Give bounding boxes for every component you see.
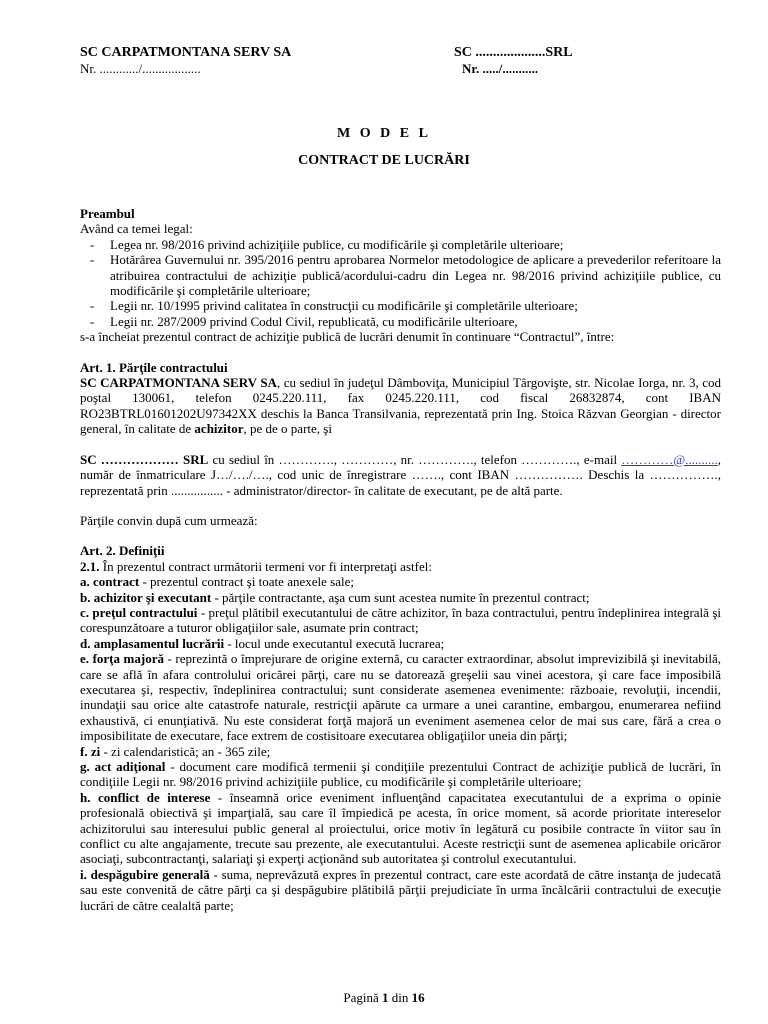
definition-text: - document care modifică termenii şi condiţiile prezentului Contract de achiziţie publică de lucrări, în condiţiile Legii nr. 98/2016 privind achiziţiile publice, cu modificările şi completările ulterioare; (80, 759, 721, 790)
party2-paragraph (80, 452, 721, 498)
definition-item (80, 759, 721, 790)
art2-intro (80, 559, 721, 574)
definition-item (80, 790, 721, 867)
definition-term: e. forţa majoră (80, 651, 164, 667)
preambul-section (80, 206, 721, 345)
footer-prefix: Pagină (343, 990, 382, 1005)
definition-text: - preţul plătibil executantului de către achizitor, în baza contractului, pentru îndeplinirea integrală şi corespunzătoare a tuturor obligaţiilor sale, asumate prin contract; (80, 604, 722, 636)
definition-item (80, 590, 721, 605)
party2-name: SC ……………… SRL (80, 451, 209, 467)
footer-page-number: 1 (382, 990, 389, 1005)
preambul-intro: Având ca temei legal: (80, 221, 193, 237)
definition-text: - părţile contractante, aşa cum sunt acestea numite în prezentul contract; (211, 589, 590, 605)
party2-details-1: cu sediul în …………., …………, nr. …………., telefon …………., e-mail (208, 451, 622, 467)
definition-term: h. conflict de interese (80, 789, 211, 805)
party1-end: , pe de o parte, şi (243, 421, 332, 437)
definition-term: c. preţul contractului (80, 604, 198, 620)
header-right (454, 44, 573, 77)
definition-term: g. act adiţional (80, 759, 166, 774)
footer-total-pages: 16 (411, 990, 425, 1005)
art2-section (80, 543, 721, 913)
header-right-nr: Nr. ...../........... (462, 61, 539, 77)
party1-details: , cu sediul în judeţul Dâmboviţa, Municipiul Târgovişte, str. Nicolae Iorga, nr. 3, cod poştal 130061, telefon 0245.220.111, fax 0245.220.111, cod fiscal 26832874, cont IBAN RO23BTRL01601202U97342XX deschis la Banca Transilvania, reprezentată prin Ing. Stoica Răzvan Georgian - director general, în calitate de (80, 375, 721, 437)
art2-intro-text: În prezentul contract următorii termeni vor fi interpretaţi astfel: (99, 558, 432, 574)
definition-text: - zi calendaristică; an - 365 zile; (100, 743, 271, 759)
parties-agree: Părţile convin după cum urmează: (80, 512, 258, 528)
definition-term: i. despăgubire generală (80, 866, 210, 882)
legal-basis-item: - Legea nr. 98/2016 privind achiziţiile publice, cu modificările şi completările ulterioare; (80, 237, 721, 252)
header-left-company: SC CARPATMONTANA SERV SA (80, 45, 292, 60)
party2-details-2: , număr de înmatriculare J…/…./…., cod unic de înregistrare ……., cont IBAN ……………. Deschis la ……………., reprezentată prin ................ - administrator/director- în calitate de executant, pe de altă parte. (80, 451, 721, 498)
document-title: M O D E L (337, 126, 431, 141)
document-body (80, 206, 721, 913)
definition-text: - locul unde executantul execută lucrarea; (224, 635, 445, 651)
definition-term: b. achizitor şi executant (80, 589, 212, 605)
definition-term: a. contract (80, 574, 140, 590)
party2-email-link[interactable]: …………@.......... (621, 451, 718, 467)
header-right-company: SC ....................SRL (454, 45, 573, 60)
definition-item (80, 574, 721, 589)
definition-text: - prezentul contract şi toate anexele sale; (139, 574, 354, 590)
art2-intro-number: 2.1. (80, 558, 100, 574)
party1-role: achizitor (194, 421, 244, 437)
definition-item (80, 744, 721, 759)
party1-paragraph (80, 375, 721, 437)
footer-mid: din (388, 990, 412, 1005)
definition-term: d. amplasamentul lucrării (80, 635, 225, 651)
party1-name: SC CARPATMONTANA SERV SA (80, 375, 277, 391)
page-footer (0, 990, 768, 1005)
legal-basis-list (80, 237, 721, 329)
header-left-nr: Nr. ............/.................. (80, 61, 201, 77)
definition-text: - reprezintă o împrejurare de origine externă, cu caracter extraordinar, absolut imprevizibilă şi inevitabilă, care se află în afara controlului oricărei părţi, care nu se datorează greşelii sau vinei acestora, şi care face imposibilă executarea şi, respectiv, îndeplinirea contractului; sunt considerate asemenea evenimente: războaie, revoluţii, incendii, inundaţii sau orice alte catastrofe naturale, restricţii apărute ca urmare a unei carantine, embargou, enumerarea nefiind exhaustivă, ci enunţiativă. Nu este considerat forţă majoră un eveniment asemenea celor de mai sus care, fără a crea o imposibilitate de executare, face extrem de costisitoare executarea obligaţiilor uneia din părţi; (80, 651, 721, 744)
legal-basis-item: - Legii nr. 10/1995 privind calitatea în construcţii cu modificările şi completările ulterioare; (80, 298, 721, 313)
art1-heading: Art. 1. Părţile contractului (80, 359, 228, 375)
art1-section (80, 360, 721, 529)
preambul-heading: Preambul (80, 206, 135, 221)
definition-item (80, 651, 721, 743)
definition-item (80, 867, 721, 913)
definition-term: f. zi (80, 743, 101, 759)
legal-basis-item: - Legii nr. 287/2009 privind Codul Civil, republicată, cu modificările ulterioare, (80, 314, 721, 329)
definition-item (80, 605, 721, 636)
art2-heading: Art. 2. Definiţii (80, 543, 165, 559)
definition-item (80, 636, 721, 651)
definition-text: - înseamnă orice eveniment influenţând capacitatea executantului de a exprima o opinie profesională obiectivă şi imparţială, sau care îl împiedică pe acesta, în orice moment, să acorde prioritate intereselor achizitorului sau interesului public general al proiectului, orice motiv în legătură cu posibile contracte în viitor sau în conflict cu alte angajamente, trecute sau prezente, ale executantului. Aceste restricţii sunt de asemenea aplicabile oricăror asociaţi, subcontractanţi, salariaţi şi experţi acţionând sub autoritatea şi controlul executantului. (80, 789, 721, 867)
preambul-closing: s-a încheiat prezentul contract de achiziţie publică de lucrări denumit în continuare “Contractul”, între: (80, 329, 615, 345)
definition-text: - suma, neprevăzută expres în prezentul contract, care este acordată de către instanţa de judecată sau este convenită de către părţi ca şi despăgubire plătibilă părţii prejudiciate în urma încălcării contractului de execuţie lucrări de către cealaltă parte; (80, 866, 721, 913)
document-subtitle: CONTRACT DE LUCRĂRI (298, 153, 470, 168)
header-left (80, 44, 291, 77)
legal-basis-item: - Hotărârea Guvernului nr. 395/2016 pentru aprobarea Normelor metodologice de aplicare a prevederilor referitoare la atribuirea contractului de achiziţie publică/acordului-cadru din Legea nr. 98/2016 privind achiziţiile publice, cu modificările şi completările ulterioare; (80, 252, 721, 298)
